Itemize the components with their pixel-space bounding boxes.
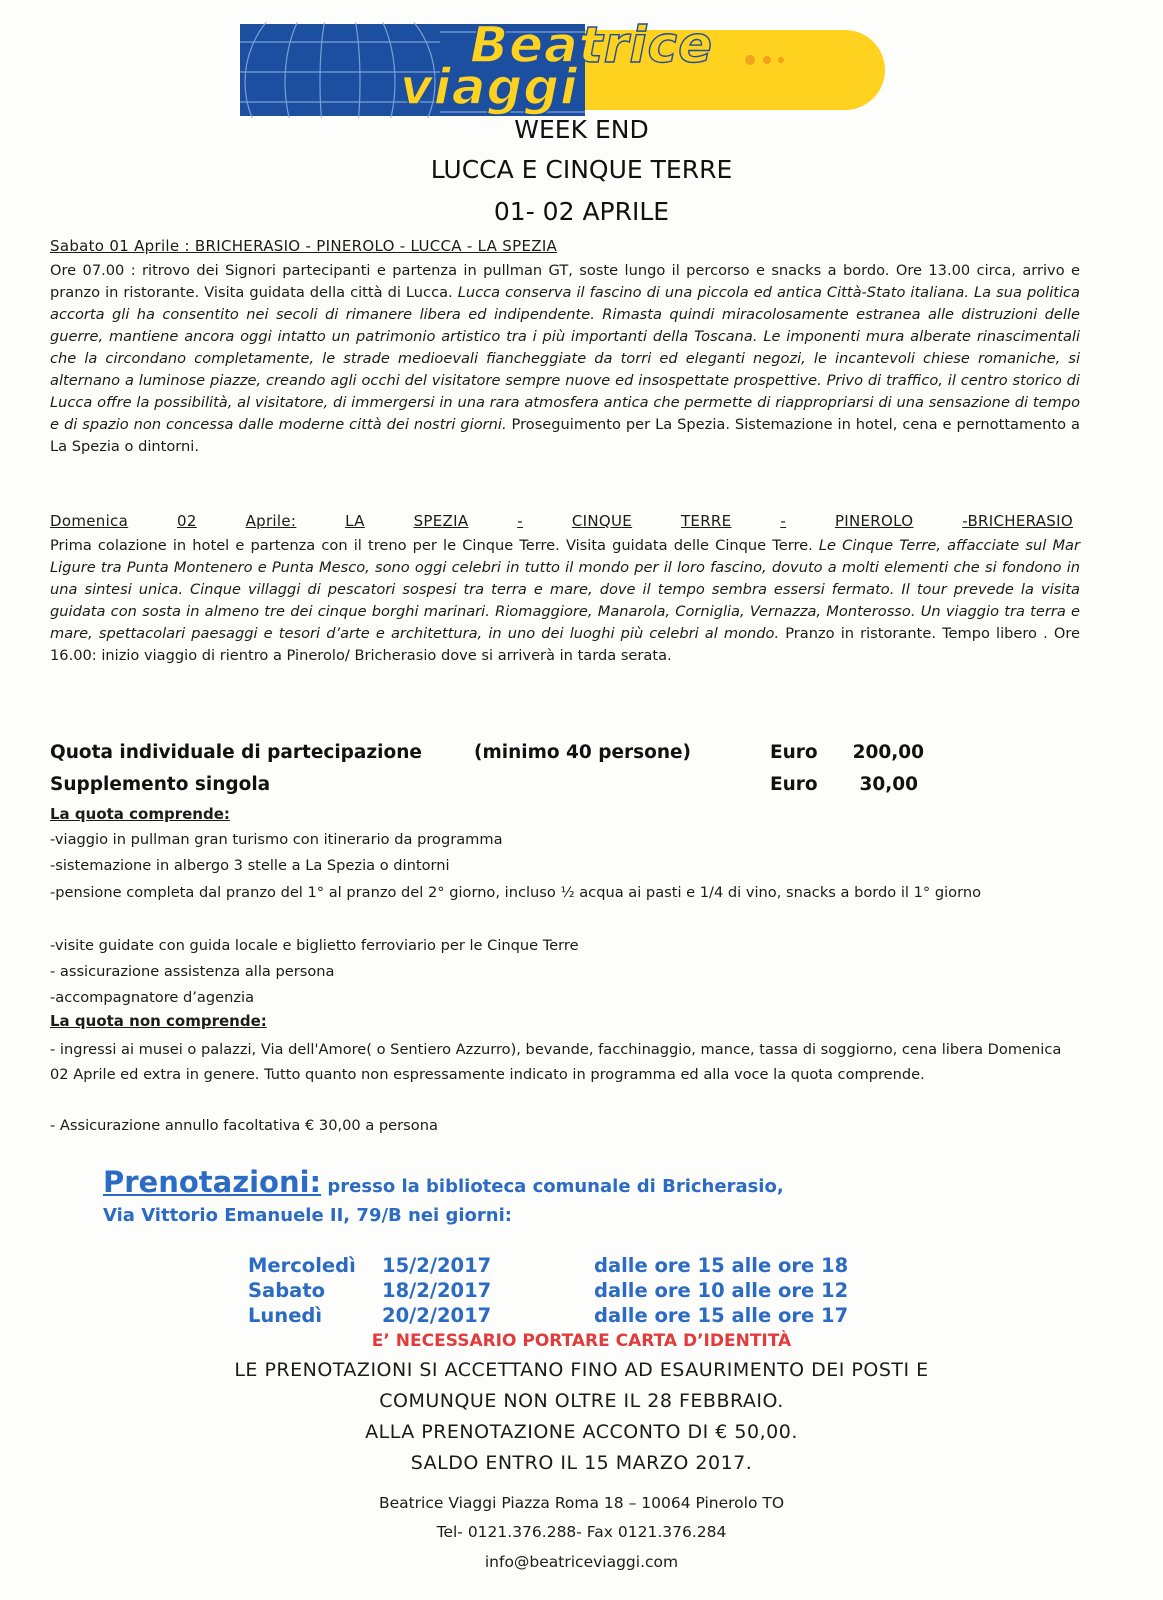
price-currency: Euro bbox=[770, 774, 818, 795]
schedule-hours: dalle ore 15 alle ore 18 bbox=[594, 1254, 849, 1277]
excludes-item: - ingressi ai musei o palazzi, Via dell'Amore( o Sentiero Azzurro), bevande, facchinaggio, mance, tassa di soggiorno, cena libera Domenica 02 Aprile ed extra in genere. Tutto quanto non espressamente indicato in programma ed alla voce la quota comprende. bbox=[50, 1041, 1062, 1083]
schedule-day: Lunedì bbox=[248, 1304, 323, 1327]
schedule-date: 15/2/2017 bbox=[382, 1254, 492, 1277]
day2-title-part: -BRICHERASIO bbox=[962, 512, 1073, 530]
day2-text-end: Pranzo in ristorante. Tempo libero . Ore 16.00: inizio viaggio di rientro a Pinerolo/ Bricherasio dove si arriverà in tarda serata. bbox=[50, 625, 1080, 664]
day2-title-part: LA bbox=[345, 512, 365, 530]
price-row-single bbox=[50, 774, 1050, 800]
day2-title-part: TERRE bbox=[680, 512, 732, 530]
booking-address: Via Vittorio Emanuele II, 79/B nei giorni: bbox=[103, 1205, 512, 1226]
price-label-single: Supplemento singola bbox=[50, 774, 271, 795]
booking-heading: Prenotazioni: bbox=[103, 1165, 322, 1199]
booking-note: COMUNQUE NON OLTRE IL 28 FEBBRAIO. bbox=[379, 1390, 784, 1412]
includes-item: -visite guidate con guida locale e biglietto ferroviario per le Cinque Terre bbox=[50, 937, 579, 954]
schedule-day: Mercoledì bbox=[248, 1254, 356, 1277]
day2-text-start: Prima colazione in hotel e partenza con il treno per le Cinque Terre. Visita guidata delle Cinque Terre. bbox=[50, 537, 819, 554]
schedule-date: 20/2/2017 bbox=[382, 1304, 492, 1327]
booking-note: SALDO ENTRO IL 15 MARZO 2017. bbox=[410, 1452, 753, 1474]
header-dates: 01- 02 APRILE bbox=[493, 197, 670, 226]
day1-text-end: Proseguimento per La Spezia. Sistemazione in hotel, cena e pernottamento a La Spezia o dintorni. bbox=[50, 416, 1080, 455]
logo-dots-decoration bbox=[240, 22, 885, 118]
booking-note: ALLA PRENOTAZIONE ACCONTO DI € 50,00. bbox=[365, 1421, 798, 1443]
brand-logo bbox=[240, 22, 885, 118]
price-value-individual: 200,00 bbox=[852, 742, 924, 763]
day2-title-part: - bbox=[780, 512, 787, 530]
day2-description bbox=[50, 535, 1080, 667]
day1-text-italic: Lucca conserva il fascino di una piccola ed antica Città-Stato italiana. La sua politica accorta gli ha consentito nei secoli di rimanere libera ed indipendente. Rimasta quindi miracolosamente estranea alle distruzioni delle guerre, mantiene ancora oggi intatto un patrimonio artistico tra i più importanti della Toscana. Le imponenti mura alberate rinascimentali che la circondano completamente, le strade medioevali fiancheggiate da torri ed eleganti negozi, le incantevoli chiese romaniche, si alternano a luminose piazze, creando agli occhi del visitatore sempre nuove ed insospettate prospettive. Privo di traffico, il centro storico di Lucca offre la possibilità, al visitatore, di immergersi in una rara atmosfera antica che permette di riappropriarsi di una sensazione di tempo e di spazio non concessa dalle moderne città dei nostri giorni. bbox=[50, 284, 1080, 433]
excludes-item: - Assicurazione annullo facoltativa € 30,00 a persona bbox=[50, 1117, 438, 1134]
day2-text-italic: Le Cinque Terre, affacciate sul Mar Ligure tra Punta Montenero e Punta Mesco, sono oggi celebri in tutto il mondo per il loro fascino, dovuto a molti elementi che si fondono in una sintesi unica. Cinque villaggi di pescatori sospesi tra terra e mare, dove il tempo sembra essersi fermato. Il tour prevede la visita guidata con sosta in almeno tre dei cinque borghi marinari. Riomaggiore, Manarola, Corniglia, Vernazza, Monterosso. Un viaggio tra terra e mare, spettacolari paesaggi e tesori d’arte e architettura, in uno dei luoghi più celebri al mondo. bbox=[50, 537, 1080, 642]
schedule-date: 18/2/2017 bbox=[382, 1279, 492, 1302]
includes-title: La quota comprende: bbox=[50, 805, 230, 823]
day1-title: Sabato 01 Aprile : BRICHERASIO - PINEROLO - LUCCA - LA SPEZIA bbox=[50, 237, 558, 255]
includes-item: - assicurazione assistenza alla persona bbox=[50, 963, 335, 980]
schedule-hours: dalle ore 10 alle ore 12 bbox=[594, 1279, 849, 1302]
excludes-title: La quota non comprende: bbox=[50, 1012, 267, 1030]
header-destination: LUCCA E CINQUE TERRE bbox=[430, 155, 733, 184]
day2-title-part: Aprile: bbox=[245, 512, 297, 530]
logo-word-beatrice: Beatrice bbox=[470, 22, 714, 74]
price-label-individual: Quota individuale di partecipazione bbox=[50, 742, 422, 763]
includes-item: -viaggio in pullman gran turismo con itinerario da programma bbox=[50, 831, 503, 848]
agency-address: Beatrice Viaggi Piazza Roma 18 – 10064 Pinerolo TO bbox=[378, 1494, 785, 1512]
day2-title-part: - bbox=[517, 512, 523, 530]
booking-heading-line bbox=[103, 1165, 784, 1199]
header-week-end: WEEK END bbox=[514, 115, 649, 144]
schedule-day: Sabato bbox=[248, 1279, 326, 1302]
price-minimum-note: (minimo 40 persone) bbox=[474, 742, 692, 763]
price-currency: Euro bbox=[770, 742, 818, 763]
includes-item: -accompagnatore d’agenzia bbox=[50, 989, 255, 1006]
day1-text-start: Ore 07.00 : ritrovo dei Signori partecipanti e partenza in pullman GT, soste lungo il percorso e snacks a bordo. Ore 13.00 circa, arrivo e pranzo in ristorante. Visita guidata della città di Lucca. bbox=[50, 262, 1080, 301]
schedule-hours: dalle ore 15 alle ore 17 bbox=[594, 1304, 849, 1327]
booking-note: LE PRENOTAZIONI SI ACCETTANO FINO AD ESAURIMENTO DEI POSTI E bbox=[234, 1359, 929, 1381]
id-card-warning: E’ NECESSARIO PORTARE CARTA D’IDENTITÀ bbox=[371, 1331, 792, 1351]
logo-word-viaggi: viaggi bbox=[400, 58, 579, 116]
agency-phone: Tel- 0121.376.288- Fax 0121.376.284 bbox=[436, 1523, 727, 1541]
day2-title-part: SPEZIA bbox=[413, 512, 469, 530]
includes-item: -sistemazione in albergo 3 stelle a La Spezia o dintorni bbox=[50, 857, 450, 874]
day2-title bbox=[50, 512, 1073, 530]
price-value-single: 30,00 bbox=[859, 774, 918, 795]
day2-title-part: CINQUE bbox=[571, 512, 633, 530]
day2-title-part: 02 bbox=[176, 512, 197, 530]
day2-title-part: PINEROLO bbox=[834, 512, 914, 530]
price-row-individual bbox=[50, 742, 1050, 768]
booking-location: presso la biblioteca comunale di Bricherasio, bbox=[321, 1176, 784, 1197]
day2-title-part: Domenica bbox=[50, 512, 129, 530]
day1-description bbox=[50, 260, 1080, 458]
agency-email: info@beatriceviaggi.com bbox=[484, 1553, 679, 1571]
includes-item: -pensione completa dal pranzo del 1° al pranzo del 2° giorno, incluso ½ acqua ai pasti e 1/4 di vino, snacks a bordo il 1° giorno bbox=[50, 884, 981, 901]
